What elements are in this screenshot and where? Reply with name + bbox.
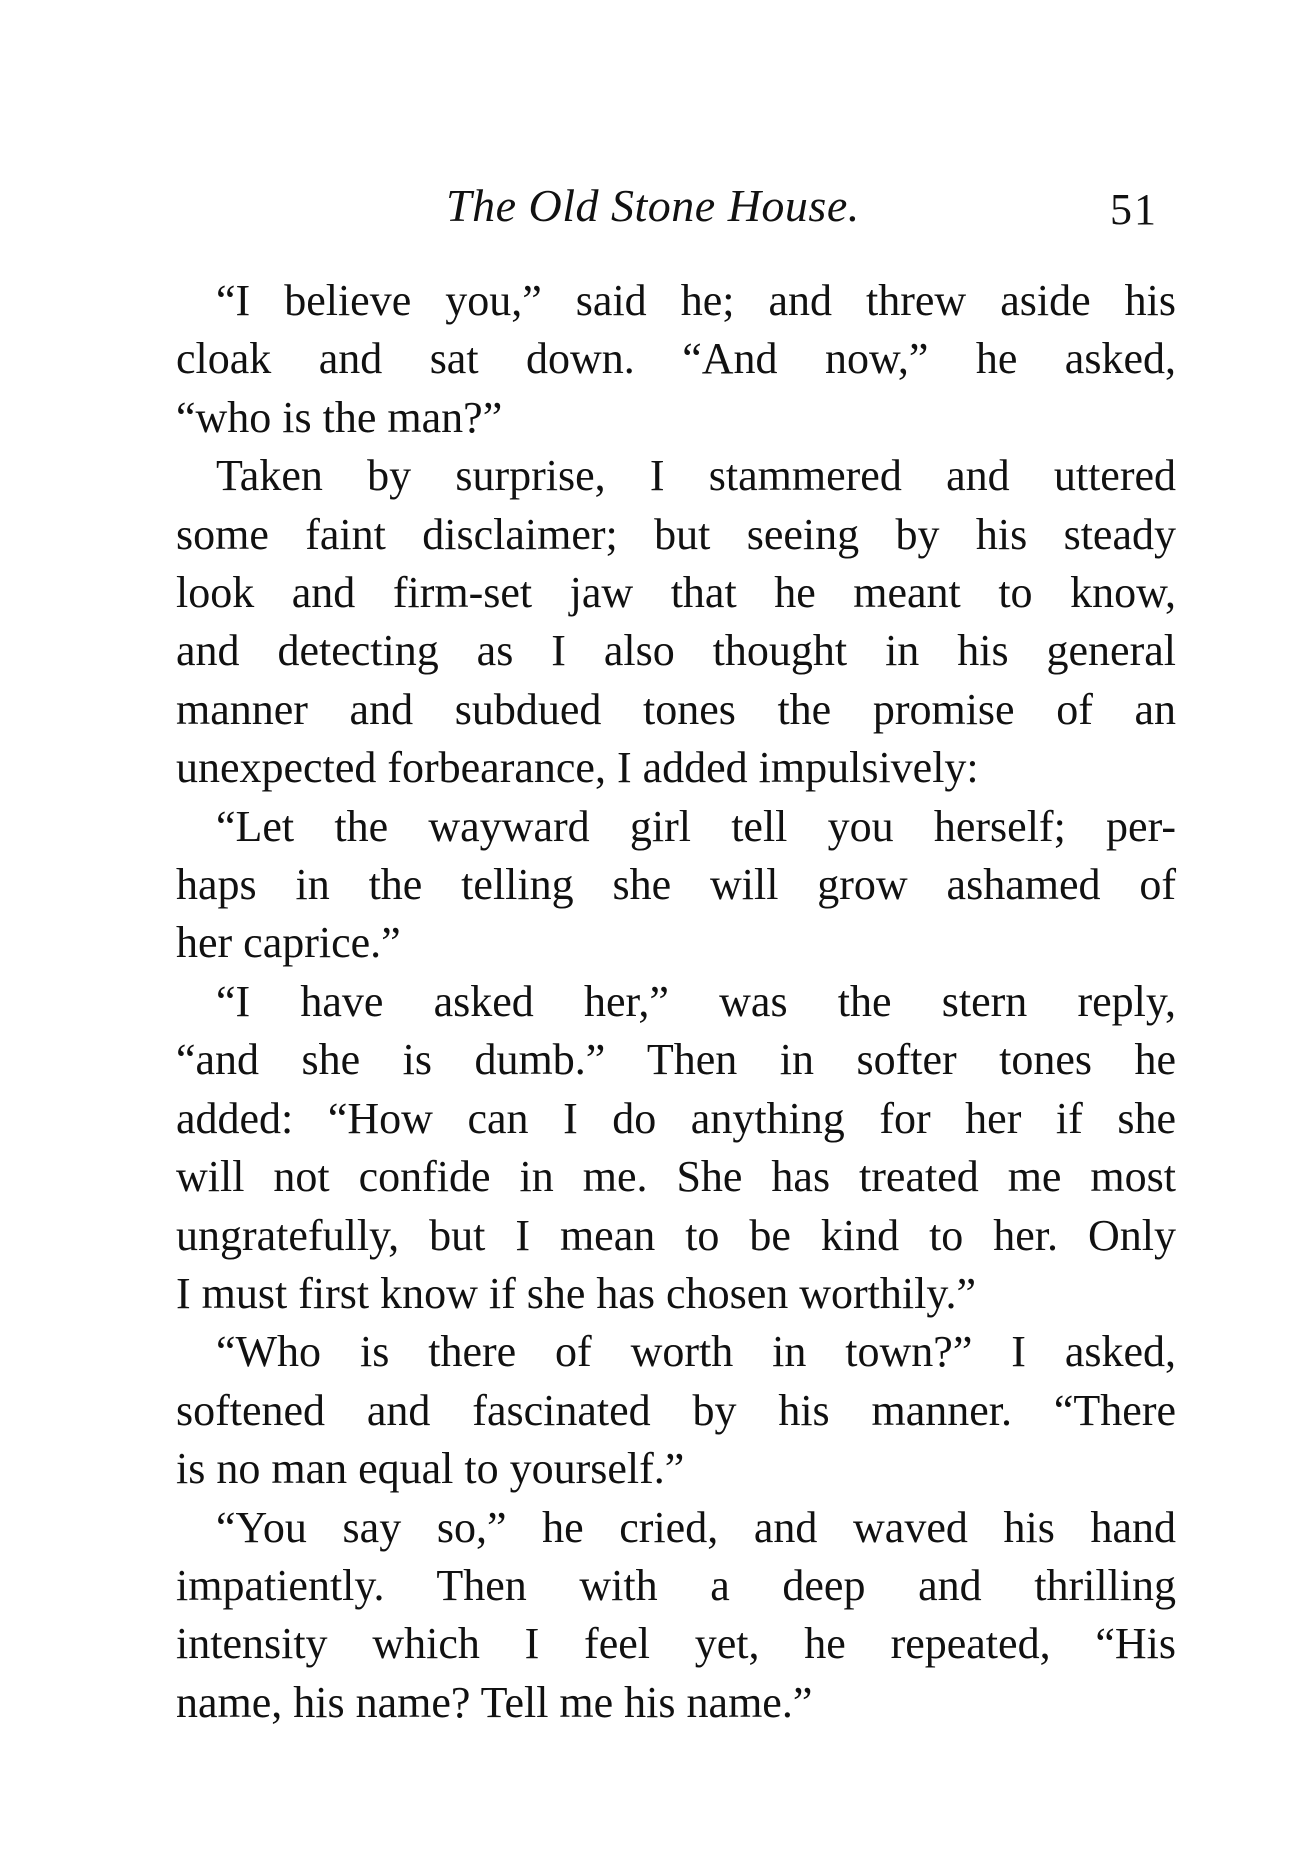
text-line: ungratefully, but I mean to be kind to her. Only <box>176 1210 1176 1260</box>
text-line: I must first know if she has chosen worthily.” <box>176 1268 977 1318</box>
text-line: “and she is dumb.” Then in softer tones he <box>176 1035 1176 1085</box>
text-line: “who is the man?” <box>176 392 503 442</box>
text-line: “Let the wayward girl tell you herself; per- <box>216 801 1176 851</box>
paragraph <box>176 1499 1176 1733</box>
text-line: haps in the telling she will grow ashamed of <box>176 860 1176 910</box>
paragraph <box>176 447 1176 797</box>
text-line: is no man equal to yourself.” <box>176 1444 685 1494</box>
page-number: 51 <box>1110 185 1158 234</box>
text-line: name, his name? Tell me his name.” <box>176 1677 813 1727</box>
text-line: unexpected forbearance, I added impulsively: <box>176 743 979 793</box>
text-line: her caprice.” <box>176 918 401 968</box>
text-line: “I have asked her,” was the stern reply, <box>216 976 1176 1026</box>
text-line: Taken by surprise, I stammered and uttered <box>216 451 1176 501</box>
text-line: intensity which I feel yet, he repeated, “His <box>176 1619 1176 1669</box>
text-line: manner and subdued tones the promise of an <box>176 684 1176 734</box>
text-line: cloak and sat down. “And now,” he asked, <box>176 334 1176 384</box>
text-line: and detecting as I also thought in his general <box>176 626 1176 676</box>
body-text <box>176 272 1176 1732</box>
text-line: some faint disclaimer; but seeing by his steady <box>176 509 1176 559</box>
text-line: “You say so,” he cried, and waved his hand <box>216 1502 1176 1552</box>
text-line: look and firm-set jaw that he meant to know, <box>176 568 1176 618</box>
text-line: softened and fascinated by his manner. “There <box>176 1385 1176 1435</box>
text-line: “Who is there of worth in town?” I asked, <box>216 1327 1176 1377</box>
text-line: impatiently. Then with a deep and thrilling <box>176 1560 1176 1610</box>
paragraph <box>176 1323 1176 1498</box>
text-line: “I believe you,” said he; and threw aside his <box>216 276 1176 325</box>
running-title: The Old Stone House. <box>446 180 860 231</box>
paragraph <box>176 973 1176 1323</box>
running-head <box>176 176 1176 236</box>
paragraph <box>176 272 1176 447</box>
paragraph <box>176 798 1176 973</box>
text-line: added: “How can I do anything for her if she <box>176 1093 1176 1143</box>
text-line: will not confide in me. She has treated me most <box>176 1152 1176 1202</box>
